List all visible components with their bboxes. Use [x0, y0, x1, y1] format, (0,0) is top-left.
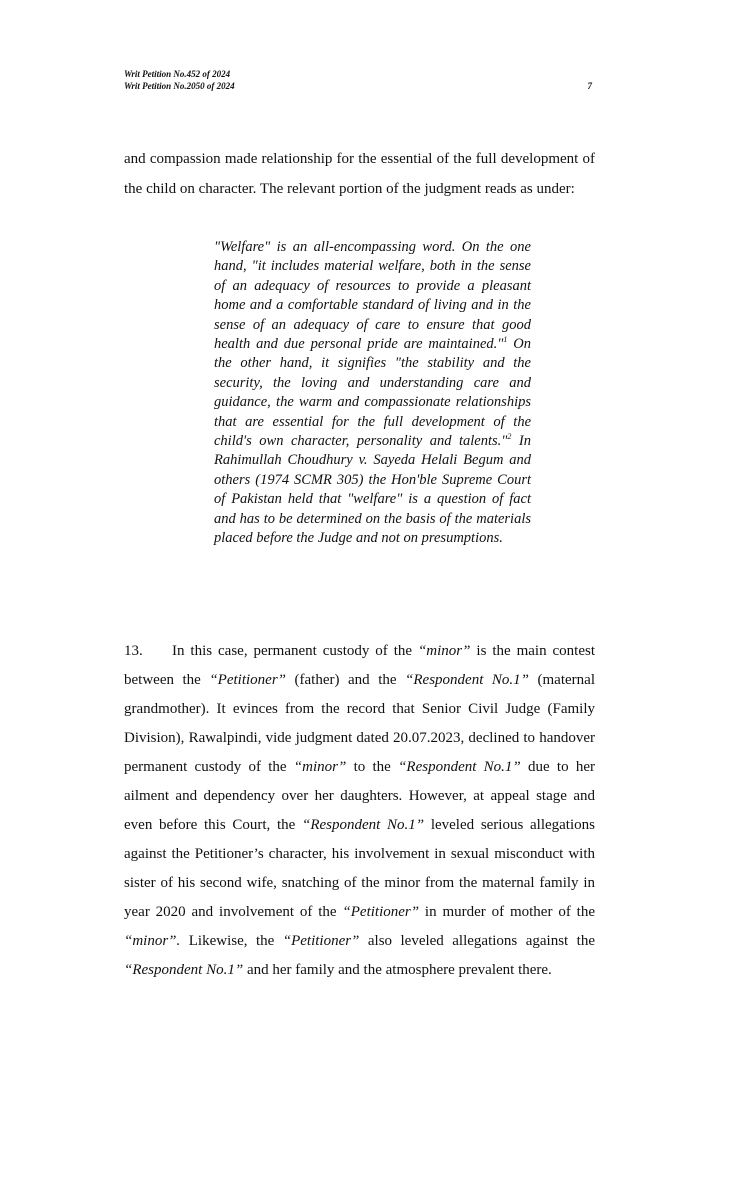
- term-petitioner: “Petitioner”: [342, 904, 420, 920]
- p13-text-1: In this case, permanent custody of the: [172, 643, 418, 659]
- term-respondent: “Respondent No.1”: [398, 759, 521, 775]
- p13-text-9: Likewise, the: [180, 933, 283, 949]
- term-petitioner: “Petitioner”: [282, 933, 360, 949]
- p13-text-4: (maternal grandmother). It evinces from the record that Senior Civil Judge (Family Division), Rawalpindi, vide judgment dated 20.07.2023, declined to handover permanent custody of the: [124, 672, 595, 775]
- term-respondent: “Respondent No.1”: [302, 817, 425, 833]
- case-reference-2: Writ Petition No.2050 of 2024: [124, 81, 235, 91]
- p13-text-10: also leveled allegations against the: [359, 933, 595, 949]
- case-reference-1: Writ Petition No.452 of 2024: [124, 69, 231, 79]
- term-minor: “minor”: [417, 643, 471, 659]
- term-minor: “minor”.: [124, 933, 181, 949]
- p13-text-8: in murder of mother of the: [419, 904, 595, 920]
- block-quote: [214, 238, 531, 549]
- p13-text-7: leveled serious allegations against the Petitioner’s character, his involvement in sexual misconduct with sister of his second wife, snatching of the minor from the maternal family in year 2020 and involvement of the: [124, 817, 595, 920]
- term-respondent: “Respondent No.1”: [124, 962, 244, 978]
- term-petitioner: “Petitioner”: [209, 672, 287, 688]
- page-number: 7: [587, 81, 592, 91]
- intro-paragraph: and compassion made relationship for the essential of the full development of the child on character. The relevant portion of the judgment reads as under:: [124, 151, 595, 197]
- quote-part-2: On the other hand, it signifies "the stability and the security, the loving and understanding care and guidance, the warm and compassionate relationships that are essential for the full development of the child's own character, personality and talents.": [214, 336, 531, 450]
- p13-text-3: (father) and the: [286, 672, 406, 688]
- term-respondent: “Respondent No.1”: [405, 672, 529, 688]
- quote-part-1: "Welfare" is an all-encompassing word. On the one hand, "it includes material welfare, both in the sense of an adequacy of resources to provide a pleasant home and a comfortable standard of living and in the sense of an adequacy of care to ensure that good health and due personal pride are maintained.": [214, 239, 531, 353]
- quote-part-3: In Rahimullah Choudhury v. Sayeda Helali Begum and others (1974 SCMR 305) the Hon'ble Supreme Court of Pakistan held that "welfare" is a question of fact and has to be determined on the basis of the materials placed before the Judge and not on presumptions.: [214, 433, 531, 547]
- paragraph-number: 13.: [124, 643, 143, 659]
- p13-text-5: to the: [346, 759, 399, 775]
- paragraph-13: [124, 637, 595, 985]
- term-minor: “minor”: [293, 759, 347, 775]
- footnote-ref-2: 2: [507, 432, 512, 442]
- footnote-ref-1: 1: [503, 335, 508, 345]
- p13-text-11: and her family and the atmosphere prevalent there.: [243, 962, 552, 978]
- p13-text-2: is the main contest between the: [124, 643, 595, 688]
- p13-text-6: due to her ailment and dependency over her daughters. However, at appeal stage and even before this Court, the: [124, 759, 595, 833]
- page-header: [124, 68, 592, 92]
